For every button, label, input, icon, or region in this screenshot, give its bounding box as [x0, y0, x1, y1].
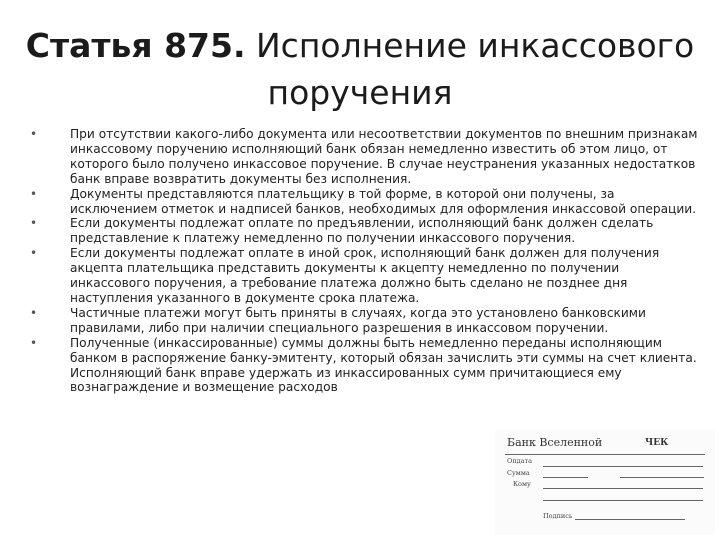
- check-amount-label: Сумма: [507, 469, 530, 477]
- bullet-list: [30, 127, 700, 395]
- check-signature-line: [575, 519, 685, 520]
- check-bank-name: Банк Вселенной: [507, 436, 603, 449]
- bullet-icon: •: [30, 127, 38, 141]
- check-date-line: [543, 466, 703, 467]
- bullet-icon: •: [30, 305, 38, 320]
- bullet-icon: •: [30, 216, 38, 231]
- list-item-text: При отсутствии какого-либо документа или несоответствии документов по внешним признакам инкассовому поручению исполняющий банк обязан немедленно известить об этом лицо, от которого было получено инкассовое поручение. В случае неустранения указанных недостатков банк вправе возвратить документы без исполнения.: [70, 127, 698, 186]
- check-divider: [505, 454, 705, 455]
- list-item: [30, 246, 700, 306]
- list-item: [30, 216, 700, 246]
- check-signature-label: Подпись: [543, 512, 573, 520]
- check-payee-label: Кому: [513, 480, 531, 488]
- list-item: [30, 187, 700, 217]
- check-image: [495, 430, 715, 535]
- list-item-text: Документы представляются плательщику в той форме, в которой они получены, за исключением отметок и надписей банков, необходимых для оформления инкассовой операции.: [70, 186, 697, 216]
- bullet-icon: •: [30, 335, 38, 350]
- check-date-label: Опдата: [507, 457, 533, 465]
- check-amount-line-right: [620, 477, 704, 478]
- list-item: [30, 127, 700, 187]
- check-amount-line: [543, 477, 588, 478]
- list-item-text: Полученные (инкассированные) суммы должны быть немедленно переданы исполняющим банком в распоряжение банку-эмитенту, который обязан зачислить эти суммы на счет клиента. Исполняющий банк вправе удержать из инкассированных сумм причитающиеся ему вознаграждение и возмещение расходов: [70, 335, 697, 395]
- list-item: [30, 306, 700, 336]
- check-extra-line: [543, 500, 703, 501]
- bullet-icon: •: [30, 186, 38, 201]
- list-item-text: Если документы подлежат оплате по предъявлении, исполняющий банк должен сделать представление к платежу немедленно по получении инкассового поручения.: [70, 216, 654, 246]
- check-label: ЧЕК: [645, 438, 669, 448]
- bullet-icon: •: [30, 246, 38, 261]
- article-number: Статья 875.: [25, 26, 246, 65]
- article-heading: Исполнение инкассового поручения: [245, 26, 695, 112]
- slide-title: [0, 22, 720, 116]
- list-item: [30, 336, 700, 396]
- list-item-text: Если документы подлежат оплате в иной срок, исполняющий банк должен для получения акцепта плательщика представить документы к акцепту немедленно по получении инкассового поручения, а требование платежа должно быть сделано не позднее дня наступления указанного в документе срока платежа.: [70, 246, 660, 305]
- check-payee-line: [543, 488, 703, 489]
- list-item-text: Частичные платежи могут быть приняты в случаях, когда это установлено банковскими правилами, либо при наличии специального разрешения в инкассовом поручении.: [70, 305, 646, 335]
